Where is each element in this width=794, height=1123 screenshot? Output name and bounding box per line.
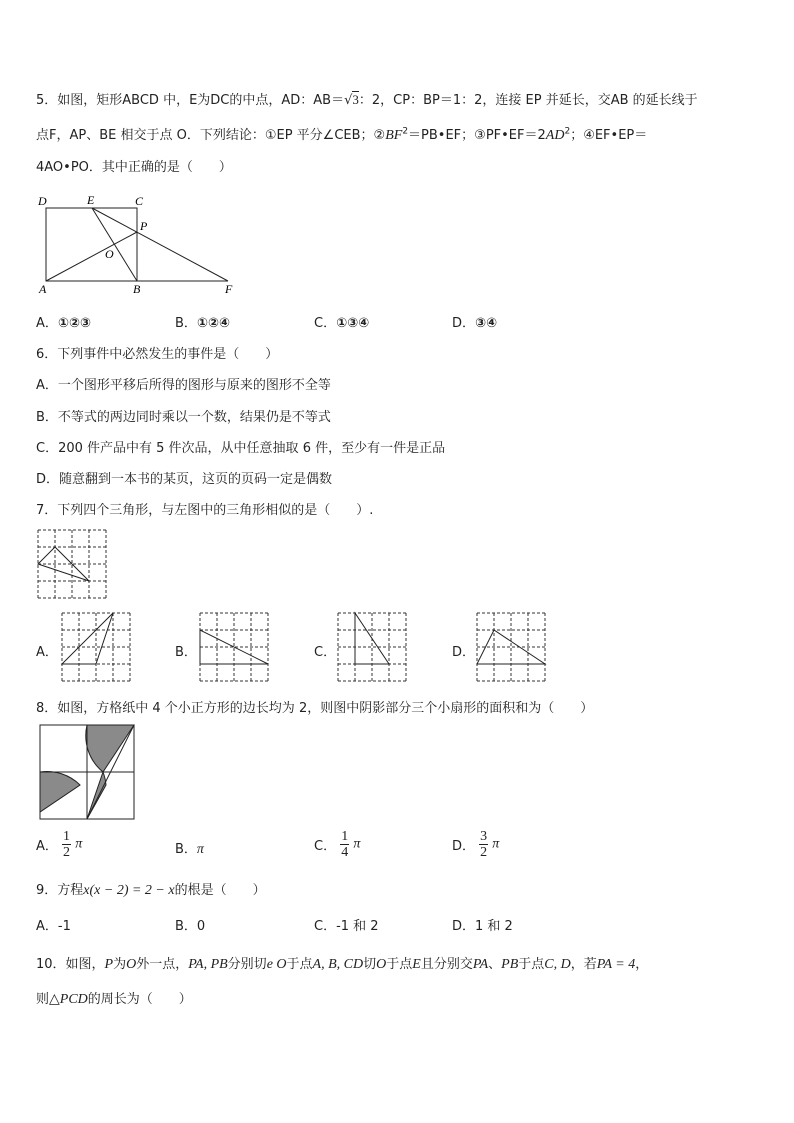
q5-line1-post: ：2，CP：BP＝1：2，连接 EP 并延长，交AB 的延长线于 [358,93,698,108]
q9-equation: x(x − 2) = 2 − x [83,883,175,898]
q6-option-c[interactable]: C．200 件产品中有 5 件次品，从中任意抽取 6 件，至少有一件是正品 [36,441,446,456]
text: ，若 [570,957,597,972]
q5-option-c[interactable] [314,312,369,331]
numerator: 1 [341,829,349,844]
q5-sqrt-arg: 3 [352,92,359,107]
math: A, B, CD [312,957,364,972]
q7-option-b-letter[interactable]: B． [175,645,197,660]
q9-stem [36,879,266,899]
q8-option-c[interactable] [314,829,360,860]
q8-stem: 8．如图，方格纸中 4 个小正方形的边长均为 2，则图中阴影部分三个小扇形的面积和为（ ） [36,701,594,716]
math: E [412,957,421,972]
option-letter: D． [452,316,476,331]
math: P [104,957,114,972]
math: C, D [544,957,571,972]
q6-option-a[interactable]: A．一个图形平移后所得的图形与原来的图形不全等 [36,378,331,393]
fraction [479,829,488,860]
option-a-triangle [62,613,113,664]
text: 于点 [518,957,545,972]
denominator: 4 [341,845,349,860]
sector-bottom-left [40,771,80,812]
q9-option-c[interactable]: C．-1 和 2 [314,919,379,934]
fraction [62,829,71,860]
label-f: F [225,282,233,296]
q5-option-d[interactable] [452,312,497,331]
q5-ad: AD [545,128,565,143]
math: △PCD [49,992,88,1007]
q7-option-a-grid[interactable] [62,613,132,683]
q5-line1 [36,89,698,108]
math: PA = 4 [596,957,636,972]
option-letter: B． [175,316,197,331]
option-letter: A． [36,316,58,331]
q5-bf-exp: 2 [402,126,409,137]
q7-option-c-letter[interactable]: C． [314,645,337,660]
label-d: D [38,194,47,208]
label-a: A [39,282,47,296]
option-text: ①②④ [196,316,230,331]
text: 切 [363,957,377,972]
q5-bf: BF [385,128,403,143]
numerator: 1 [63,829,71,844]
q9-option-a[interactable]: A．-1 [36,919,71,934]
q5-option-b[interactable] [175,312,230,331]
math: PA [472,957,489,972]
text: 分别切 [227,957,267,972]
text: 则 [36,992,50,1007]
q7-option-b-grid[interactable] [200,613,270,683]
q9-option-d[interactable]: D．1 和 2 [452,919,513,934]
pi-symbol: π [492,836,500,852]
text: 的周长为（ ） [87,992,192,1007]
pi-symbol: π [75,836,83,852]
q5-line2-pre: 点F，AP、BE 相交于点 O．下列结论：①EP 平分∠CEB；② [36,128,386,143]
option-letter: A． [36,839,58,854]
q8-option-b[interactable] [175,838,204,858]
q9-option-b[interactable]: B．0 [175,919,206,934]
q7-option-d-grid[interactable] [477,613,547,683]
label-e: E [87,193,95,207]
q7-reference-grid [38,530,108,600]
numerator: 3 [480,829,488,844]
text: 为 [113,957,127,972]
q10-line2 [36,988,192,1008]
text: 10．如图， [36,957,105,972]
text: 于点 [386,957,413,972]
q5-line1-pre: 5．如图，矩形ABCD 中，E为DC的中点，AD：AB＝ [36,93,345,108]
option-letter: D． [452,839,476,854]
text: 且分别交 [420,957,473,972]
denominator: 2 [480,845,488,860]
math: O [376,957,387,972]
line-ap [46,232,137,281]
q7-stem: 7．下列四个三角形，与左图中的三角形相似的是（ ）. [36,503,374,518]
label-b: B [133,282,141,296]
q5-ad-exp: 2 [564,126,571,137]
q5-line2-mid: ＝PB•EF；③PF•EF＝2 [408,128,546,143]
q7-option-a-letter[interactable]: A． [36,645,58,660]
text: 于点 [286,957,313,972]
q6-stem: 6．下列事件中必然发生的事件是（ ） [36,347,279,362]
q9-pre: 9．方程 [36,883,84,898]
q5-line3: 4AO•PO．其中正确的是（ ） [36,160,232,175]
pi-symbol: π [196,842,204,857]
sector-bottom-middle [87,772,106,819]
q5-option-a[interactable] [36,312,91,331]
text: ， [635,957,649,972]
q8-sector-figure [40,725,136,821]
option-letter: C． [314,316,337,331]
option-text: ①②③ [57,316,91,331]
q6-option-b[interactable]: B．不等式的两边同时乘以一个数，结果仍是不等式 [36,410,331,425]
math: PB [501,957,519,972]
label-p: P [140,219,148,233]
pi-symbol: π [353,836,361,852]
sector-top-right [86,725,134,772]
denominator: 2 [63,845,71,860]
option-text: ③④ [475,316,498,331]
q7-option-c-grid[interactable] [338,613,408,683]
rect-abcd [46,208,137,281]
q7-option-d-letter[interactable]: D． [452,645,476,660]
line-ef [92,208,228,281]
math: PA, PB [188,957,228,972]
q8-option-d[interactable] [452,829,499,860]
q9-post: 的根是（ ） [174,883,266,898]
q5-line2-post: ；④EF•EP＝ [570,128,648,143]
option-letter: B． [175,842,197,857]
math: e O [266,957,287,972]
label-o: O [105,247,114,261]
sqrt-symbol: √ [344,93,353,108]
q5-rectangle-figure [36,192,246,302]
text: 外一点， [136,957,189,972]
fraction [340,829,349,860]
option-letter: C． [314,839,337,854]
q10-line1 [36,953,648,973]
label-c: C [135,194,144,208]
q6-option-d[interactable]: D．随意翻到一本书的某页，这页的页码一定是偶数 [36,472,333,487]
q8-option-a[interactable] [36,829,82,860]
option-text: ①③④ [336,316,370,331]
text: 、 [488,957,502,972]
math: O [126,957,137,972]
q5-line2 [36,124,647,144]
